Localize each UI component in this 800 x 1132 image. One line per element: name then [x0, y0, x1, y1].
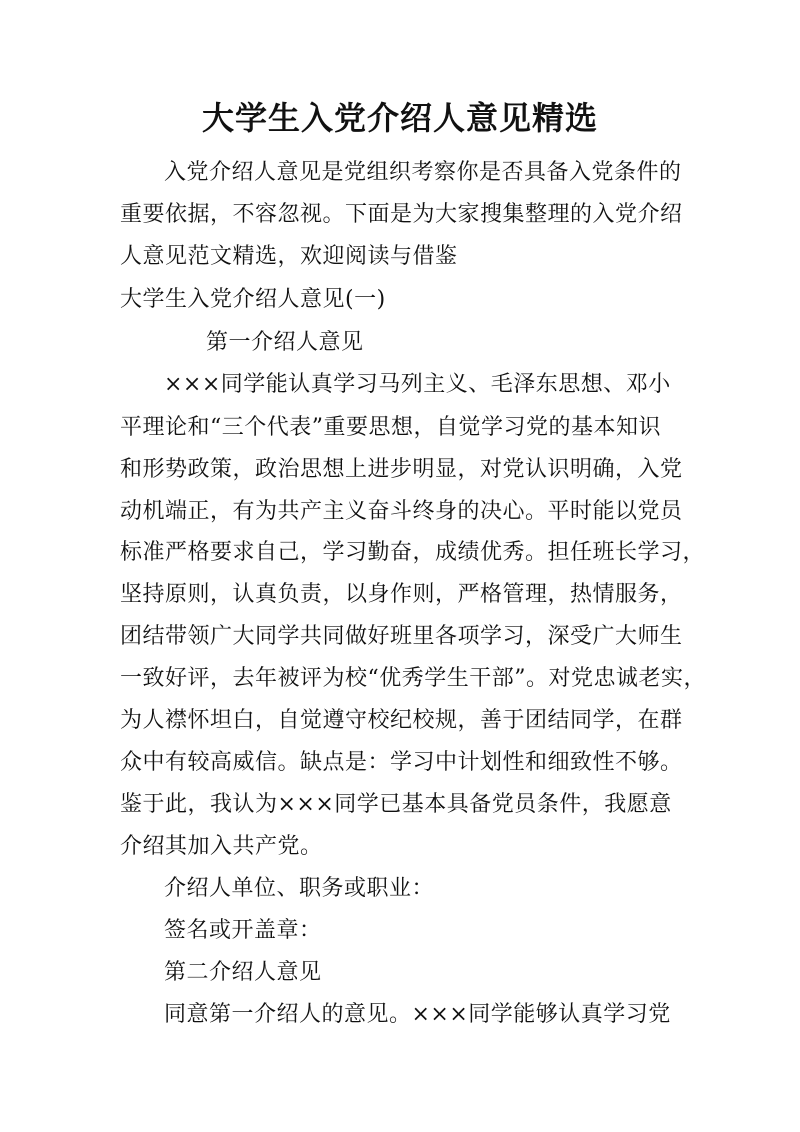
paragraph-line: 和形势政策，政治思想上进步明显，对党认识明确，入党	[120, 457, 683, 482]
section-heading: 大学生入党介绍人意见(一)	[120, 287, 386, 312]
paragraph-line: 入党介绍人意见是党组织考察你是否具备入党条件的	[164, 160, 682, 185]
document-title: 大学生入党介绍人意见精选	[201, 99, 598, 137]
paragraph-line: 介绍其加入共产党。	[120, 834, 323, 859]
paragraph-line: ×××同学能认真学习马列主义、毛泽东思想、邓小	[164, 372, 671, 397]
paragraph-line: 为人襟怀坦白，自觉遵守校纪校规，善于团结同学，在群	[120, 708, 683, 733]
subsection-heading: 第二介绍人意见	[164, 960, 322, 985]
paragraph-line: 平理论和“三个代表”重要思想，自觉学习党的基本知识	[120, 415, 661, 440]
paragraph-line: 标准严格要求自己，学习勤奋，成绩优秀。担任班长学习，	[120, 540, 706, 565]
paragraph-line: 团结带领广大同学共同做好班里各项学习，深受广大师生	[120, 624, 683, 649]
paragraph-line: 众中有较高威信。缺点是：学习中计划性和细致性不够。	[120, 750, 683, 775]
paragraph-line: 同意第一介绍人的意见。×××同学能够认真学习党	[164, 1002, 671, 1027]
paragraph-line: 鉴于此，我认为×××同学已基本具备党员条件，我愿意	[120, 792, 672, 817]
paragraph-line: 一致好评，去年被评为校“优秀学生干部”。对党忠诚老实，	[120, 666, 706, 691]
signature-field: 签名或开盖章：	[164, 918, 322, 943]
referrer-unit-field: 介绍人单位、职务或职业：	[164, 876, 435, 901]
paragraph-line: 动机端正，有为共产主义奋斗终身的决心。平时能以党员	[120, 499, 683, 524]
paragraph-line: 人意见范文精选，欢迎阅读与借鉴	[120, 244, 458, 269]
paragraph-line: 重要依据，不容忽视。下面是为大家搜集整理的入党介绍	[120, 202, 683, 227]
paragraph-line: 坚持原则，认真负责，以身作则，严格管理，热情服务，	[120, 582, 683, 607]
subsection-heading: 第一介绍人意见	[206, 330, 364, 355]
